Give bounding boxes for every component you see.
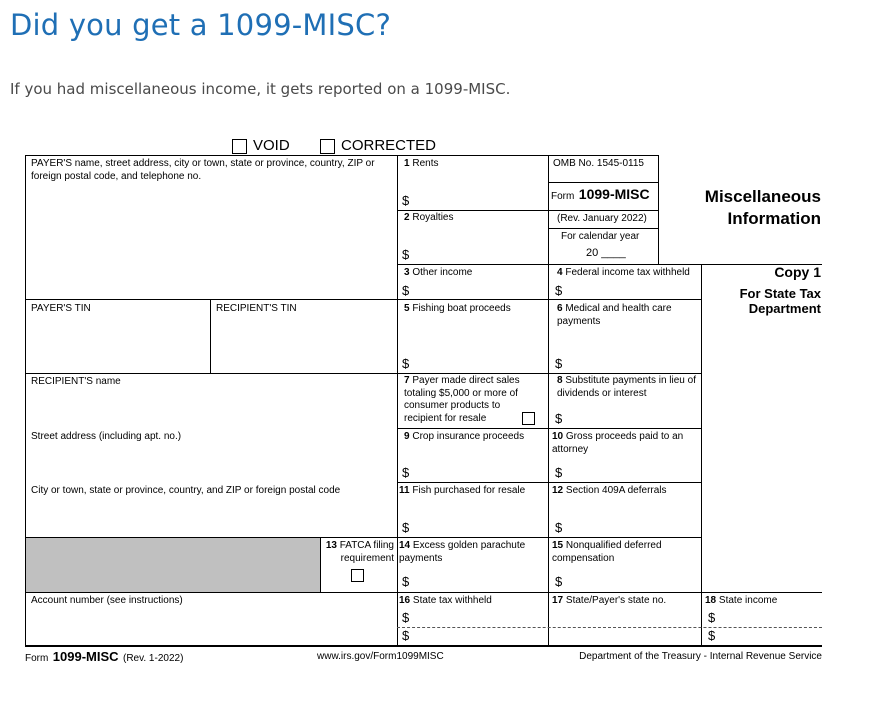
tin-bottom-line <box>25 373 397 374</box>
form-name-header: Form 1099-MISC <box>551 186 650 202</box>
void-checkbox <box>232 139 247 154</box>
box3-label: 3 Other income <box>404 267 473 276</box>
box16-label: 16 State tax withheld <box>399 595 492 606</box>
omb-bottom-line <box>548 182 658 183</box>
recipient-tin-label: RECIPIENT'S TIN <box>216 303 297 314</box>
box2-dollar: $ <box>402 247 410 262</box>
box9-dollar: $ <box>402 465 410 480</box>
box5-label: 5 Fishing boat proceeds <box>404 303 511 314</box>
calendar-year-value: 20 ____ <box>586 247 626 259</box>
street-address-label: Street address (including apt. no.) <box>31 431 182 442</box>
footer-department: Department of the Treasury - Internal Revenue Service <box>579 651 822 662</box>
fatca-checkbox <box>351 569 364 582</box>
box7-checkbox <box>522 412 535 425</box>
column-line-3 <box>701 264 702 645</box>
box1-label: 1 Rents <box>404 158 439 169</box>
copy-desc-1: For State Tax <box>739 286 821 301</box>
box2-label: 2 Royalties <box>404 212 454 223</box>
box8-dollar: $ <box>555 411 563 426</box>
box11-label: 11 Fish purchased for resale <box>399 485 526 496</box>
state-dashed-line <box>397 627 822 628</box>
payer-tin-label: PAYER'S TIN <box>31 303 91 314</box>
box6-dollar: $ <box>555 356 563 371</box>
box11-dollar: $ <box>402 520 410 535</box>
box3-bottom-line <box>397 299 701 300</box>
box6-label: 6 Medical and health care payments <box>557 303 672 327</box>
box15-dollar: $ <box>555 574 563 589</box>
box4-label: 4 Federal income tax withheld <box>557 267 690 276</box>
payer-name-label: PAYER'S name, street address, city or town, state or province, country, ZIP or foreign postal code, and telephone no. <box>31 158 375 182</box>
recipient-name-label: RECIPIENT'S name <box>31 376 121 387</box>
bottom-border <box>25 645 822 647</box>
box18-label: 18 State income <box>705 595 778 606</box>
box10-label: 10 Gross proceeds paid to an attorney <box>552 431 684 455</box>
box17-label: 17 State/Payer's state no. <box>552 595 667 606</box>
box12-dollar: $ <box>555 520 563 535</box>
box12-label: 12 Section 409A deferrals <box>552 485 667 496</box>
box10-dollar: $ <box>555 465 563 480</box>
box14-bottom-line <box>397 592 822 593</box>
box18-dollar-1: $ <box>708 610 716 625</box>
account-number-label: Account number (see instructions) <box>31 595 183 606</box>
payer-bottom-line <box>25 299 397 300</box>
page-subtitle: If you had miscellaneous income, it gets reported on a 1099-MISC. <box>10 80 511 98</box>
rev-bottom-line <box>548 228 658 229</box>
page-title: Did you get a 1099-MISC? <box>10 8 392 42</box>
box7-label: 7 Payer made direct sales totaling $5,000 or more of consumer products to recipient for resale <box>404 375 520 424</box>
omb-number: OMB No. 1545-0115 <box>553 158 644 169</box>
box1-dollar: $ <box>402 193 410 208</box>
copy-label: Copy 1 <box>774 264 821 280</box>
footer-url: www.irs.gov/Form1099MISC <box>317 651 444 662</box>
box11-bottom-line <box>397 537 701 538</box>
formname-bottom-line <box>548 210 658 211</box>
calendar-year-label: For calendar year <box>561 231 640 242</box>
box13-label: 13 FATCA filing requirement <box>325 540 394 564</box>
box1-bottom-line <box>397 210 548 211</box>
fatca-divider <box>320 537 321 592</box>
corrected-label: CORRECTED <box>341 137 437 154</box>
box14-label: 14 Excess golden parachute payments <box>399 540 526 564</box>
box16-dollar-1: $ <box>402 610 410 625</box>
box15-label: 15 Nonqualified deferred compensation <box>552 540 662 564</box>
box3-dollar: $ <box>402 283 410 298</box>
shaded-area <box>26 538 320 592</box>
tin-divider <box>210 299 211 373</box>
void-label: VOID <box>253 137 290 154</box>
box18-dollar-2: $ <box>708 628 716 643</box>
box16-dollar-2: $ <box>402 628 410 643</box>
top-border <box>25 155 659 156</box>
box8-label: 8 Substitute payments in lieu of dividends or interest <box>557 375 696 399</box>
footer-form-name: Form 1099-MISC (Rev. 1-2022) <box>25 649 184 664</box>
city-label: City or town, state or province, country, and ZIP or foreign postal code <box>31 485 341 496</box>
miscellaneous-title: Miscellaneous <box>704 187 821 206</box>
box14-dollar: $ <box>402 574 410 589</box>
box5-dollar: $ <box>402 356 410 371</box>
column-line-1 <box>397 155 398 645</box>
box9-label: 9 Crop insurance proceeds <box>404 431 525 442</box>
box4-dollar: $ <box>555 283 563 298</box>
revision-label: (Rev. January 2022) <box>557 213 647 224</box>
copy-desc-2: Department <box>748 301 821 316</box>
omb-right-line <box>658 155 659 264</box>
box7-bottom-line <box>397 428 701 429</box>
fatca-bottom-line <box>25 592 397 593</box>
corrected-checkbox <box>320 139 335 154</box>
box5-bottom-line <box>397 373 701 374</box>
box9-bottom-line <box>397 482 701 483</box>
information-title: Information <box>727 209 821 228</box>
